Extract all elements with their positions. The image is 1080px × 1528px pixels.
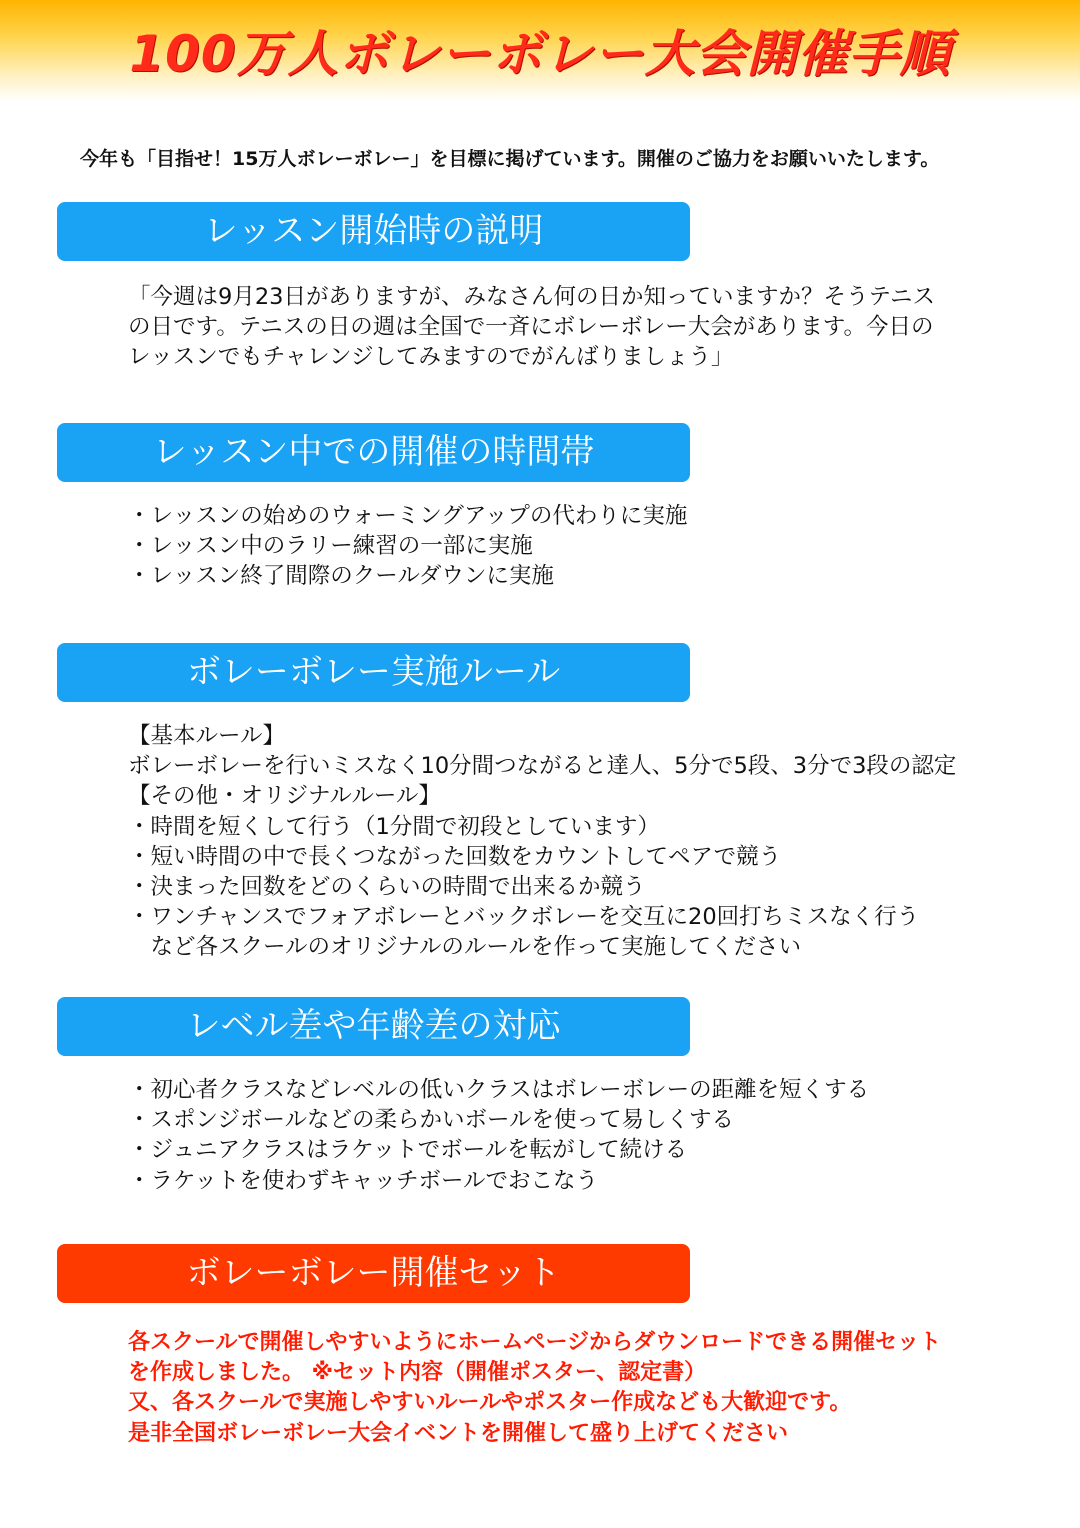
text-line: を作成しました。 ※セット内容（開催ポスター、認定書） xyxy=(128,1360,707,1386)
list-item: ・レッスン終了間際のクールダウンに実施 xyxy=(128,563,554,590)
list-item: ・レッスンの始めのウォーミングアップの代わりに実施 xyxy=(128,503,688,529)
section-body-event-set xyxy=(128,1328,1028,1449)
section-heading-event-set: ボレーボレー開催セット xyxy=(57,1244,690,1303)
list-item: ・ワンチャンスでフォアボレーとバックボレーを交互に20回打ちミスなく行う xyxy=(128,904,920,931)
intro-text: 今年も「目指せ！15万人ボレーボレー」を目標に掲げています。開催のご協力をお願いいたします。 xyxy=(80,148,940,170)
list-item: ・ラケットを使わずキャッチボールでおこなう xyxy=(128,1167,599,1194)
list-item: ・レッスン中のラリー練習の一部に実施 xyxy=(128,533,533,560)
list-item: ・短い時間の中で長くつながった回数をカウントしてペアで競う xyxy=(128,843,782,870)
section-heading-rules: ボレーボレー実施ルール xyxy=(57,643,690,702)
list-item: ・決まった回数をどのくらいの時間で出来るか競う xyxy=(128,873,646,900)
section-body-level-age xyxy=(128,1075,1028,1196)
list-item: ・ジュニアクラスはラケットでボールを転がして続ける xyxy=(128,1137,688,1164)
text-line: 「今週は9月23日がありますが、みなさん何の日か知っていますか？そうテニス xyxy=(128,284,936,310)
text-line: 是非全国ボレーボレー大会イベントを開催して盛り上げてください xyxy=(128,1420,789,1446)
text-line: など各スクールのオリジナルのルールを作って実施してください xyxy=(128,934,801,961)
text-line: ボレーボレーを行いミスなく10分間つながると達人、5分で5段、3分で3段の認定 xyxy=(128,753,957,780)
rule-heading: 【その他・オリジナルルール】 xyxy=(128,783,441,810)
section-heading-time-slot: レッスン中での開催の時間帯 xyxy=(57,423,690,482)
text-line: 又、各スクールで実施しやすいルールやポスター作成なども大歓迎です。 xyxy=(128,1390,852,1416)
section-body-rules xyxy=(128,721,1028,963)
text-line: レッスンでもチャレンジしてみますのでがんばりましょう」 xyxy=(128,344,734,371)
list-item: ・スポンジボールなどの柔らかいボールを使って易しくする xyxy=(128,1107,735,1134)
section-body-time-slot xyxy=(128,501,1028,592)
text-line: の日です。テニスの日の週は全国で一斉にボレーボレー大会があります。今日の xyxy=(128,314,934,341)
section-heading-lesson-start: レッスン開始時の説明 xyxy=(57,202,690,261)
header-banner xyxy=(0,0,1080,102)
section-heading-level-age: レベル差や年齢差の対応 xyxy=(57,997,690,1056)
list-item: ・時間を短くして行う（1分間で初段としています） xyxy=(128,813,660,840)
list-item: ・初心者クラスなどレベルの低いクラスはボレーボレーの距離を短くする xyxy=(128,1077,870,1103)
text-line: 各スクールで開催しやすいようにホームページからダウンロードできる開催セット xyxy=(128,1330,942,1355)
rule-heading: 【基本ルール】 xyxy=(128,723,286,749)
section-body-lesson-start xyxy=(128,282,1028,373)
page-title: 100万人ボレーボレー大会開催手順 xyxy=(129,25,951,83)
